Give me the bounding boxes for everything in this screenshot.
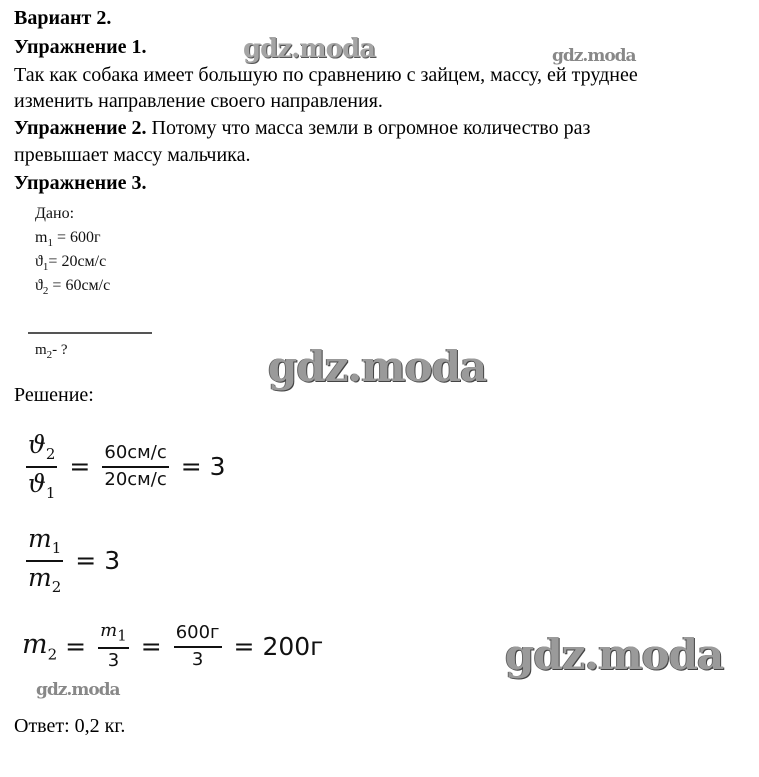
given-v1: $ϑ_1= 20см/с$ xyxy=(35,253,107,274)
fraction-m1-over-3: $\frac{m_1}{3}$ xyxy=(100,620,127,672)
equation-2-result: 3 xyxy=(104,546,121,576)
exercise-2-text-line-1: Потому что масса земли в огромное количество раз xyxy=(146,117,591,139)
answer: Ответ: 0,2 кг. xyxy=(14,715,126,737)
fraction-60-over-20: $\frac{60см/с}{20см/с}$ xyxy=(104,441,167,490)
given-divider xyxy=(28,332,152,334)
given-v2: $ϑ_2 = 60см/с$ xyxy=(35,277,111,298)
fraction-m1-over-m2: $\frac{m_1}{m_2}$ xyxy=(28,524,62,596)
m2-symbol: $m_2$ xyxy=(22,629,58,664)
exercise-1-text-line-2: изменить направление своего направления. xyxy=(14,90,383,112)
equation-3-result: 200г xyxy=(262,632,324,662)
watermark-top-right: gdz.moda xyxy=(552,46,636,66)
equation-1-result: 3 xyxy=(209,452,226,482)
exercise-3-label: Упражнение 3. xyxy=(14,172,147,194)
exercise-2-label: Упражнение 2. xyxy=(14,117,147,139)
variant-title: Вариант 2. xyxy=(14,7,112,29)
equation-m2: $m_2$ = $\frac{m_1}{3}$ = $\frac{600г}{3}$ = 200г xyxy=(22,620,324,672)
exercise-1-label: Упражнение 1. xyxy=(14,36,147,58)
solution-label: Решение: xyxy=(14,384,94,406)
watermark-center: gdz.moda xyxy=(268,342,487,391)
fraction-v2-over-v1: $\frac{ϑ_2}{ϑ_1}$ xyxy=(28,430,56,502)
equation-mass-ratio: $\frac{m_1}{m_2}$ = 3 xyxy=(28,524,121,596)
exercise-1-text-line-1: Так как собака имеет большую по сравнению с зайцем, массу, ей труднее xyxy=(14,64,638,86)
given-m1: $m_1 = 600г$ xyxy=(35,229,101,250)
fraction-600-over-3: $\frac{600г}{3}$ xyxy=(175,621,220,670)
watermark-bottom-right: gdz.moda xyxy=(505,630,724,679)
exercise-2-paragraph xyxy=(14,116,590,140)
watermark-top-mid: gdz.moda xyxy=(243,34,376,64)
watermark-bottom-left: gdz.moda xyxy=(36,680,120,700)
find-m2: $m_2-$ ? xyxy=(35,342,68,361)
equation-velocity-ratio: $\frac{ϑ_2}{ϑ_1}$ = $\frac{60см/с}{20см/с}$ = 3 xyxy=(28,430,226,502)
exercise-2-text-line-2: превышает массу мальчика. xyxy=(14,144,251,166)
given-title: Дано: xyxy=(35,205,75,222)
